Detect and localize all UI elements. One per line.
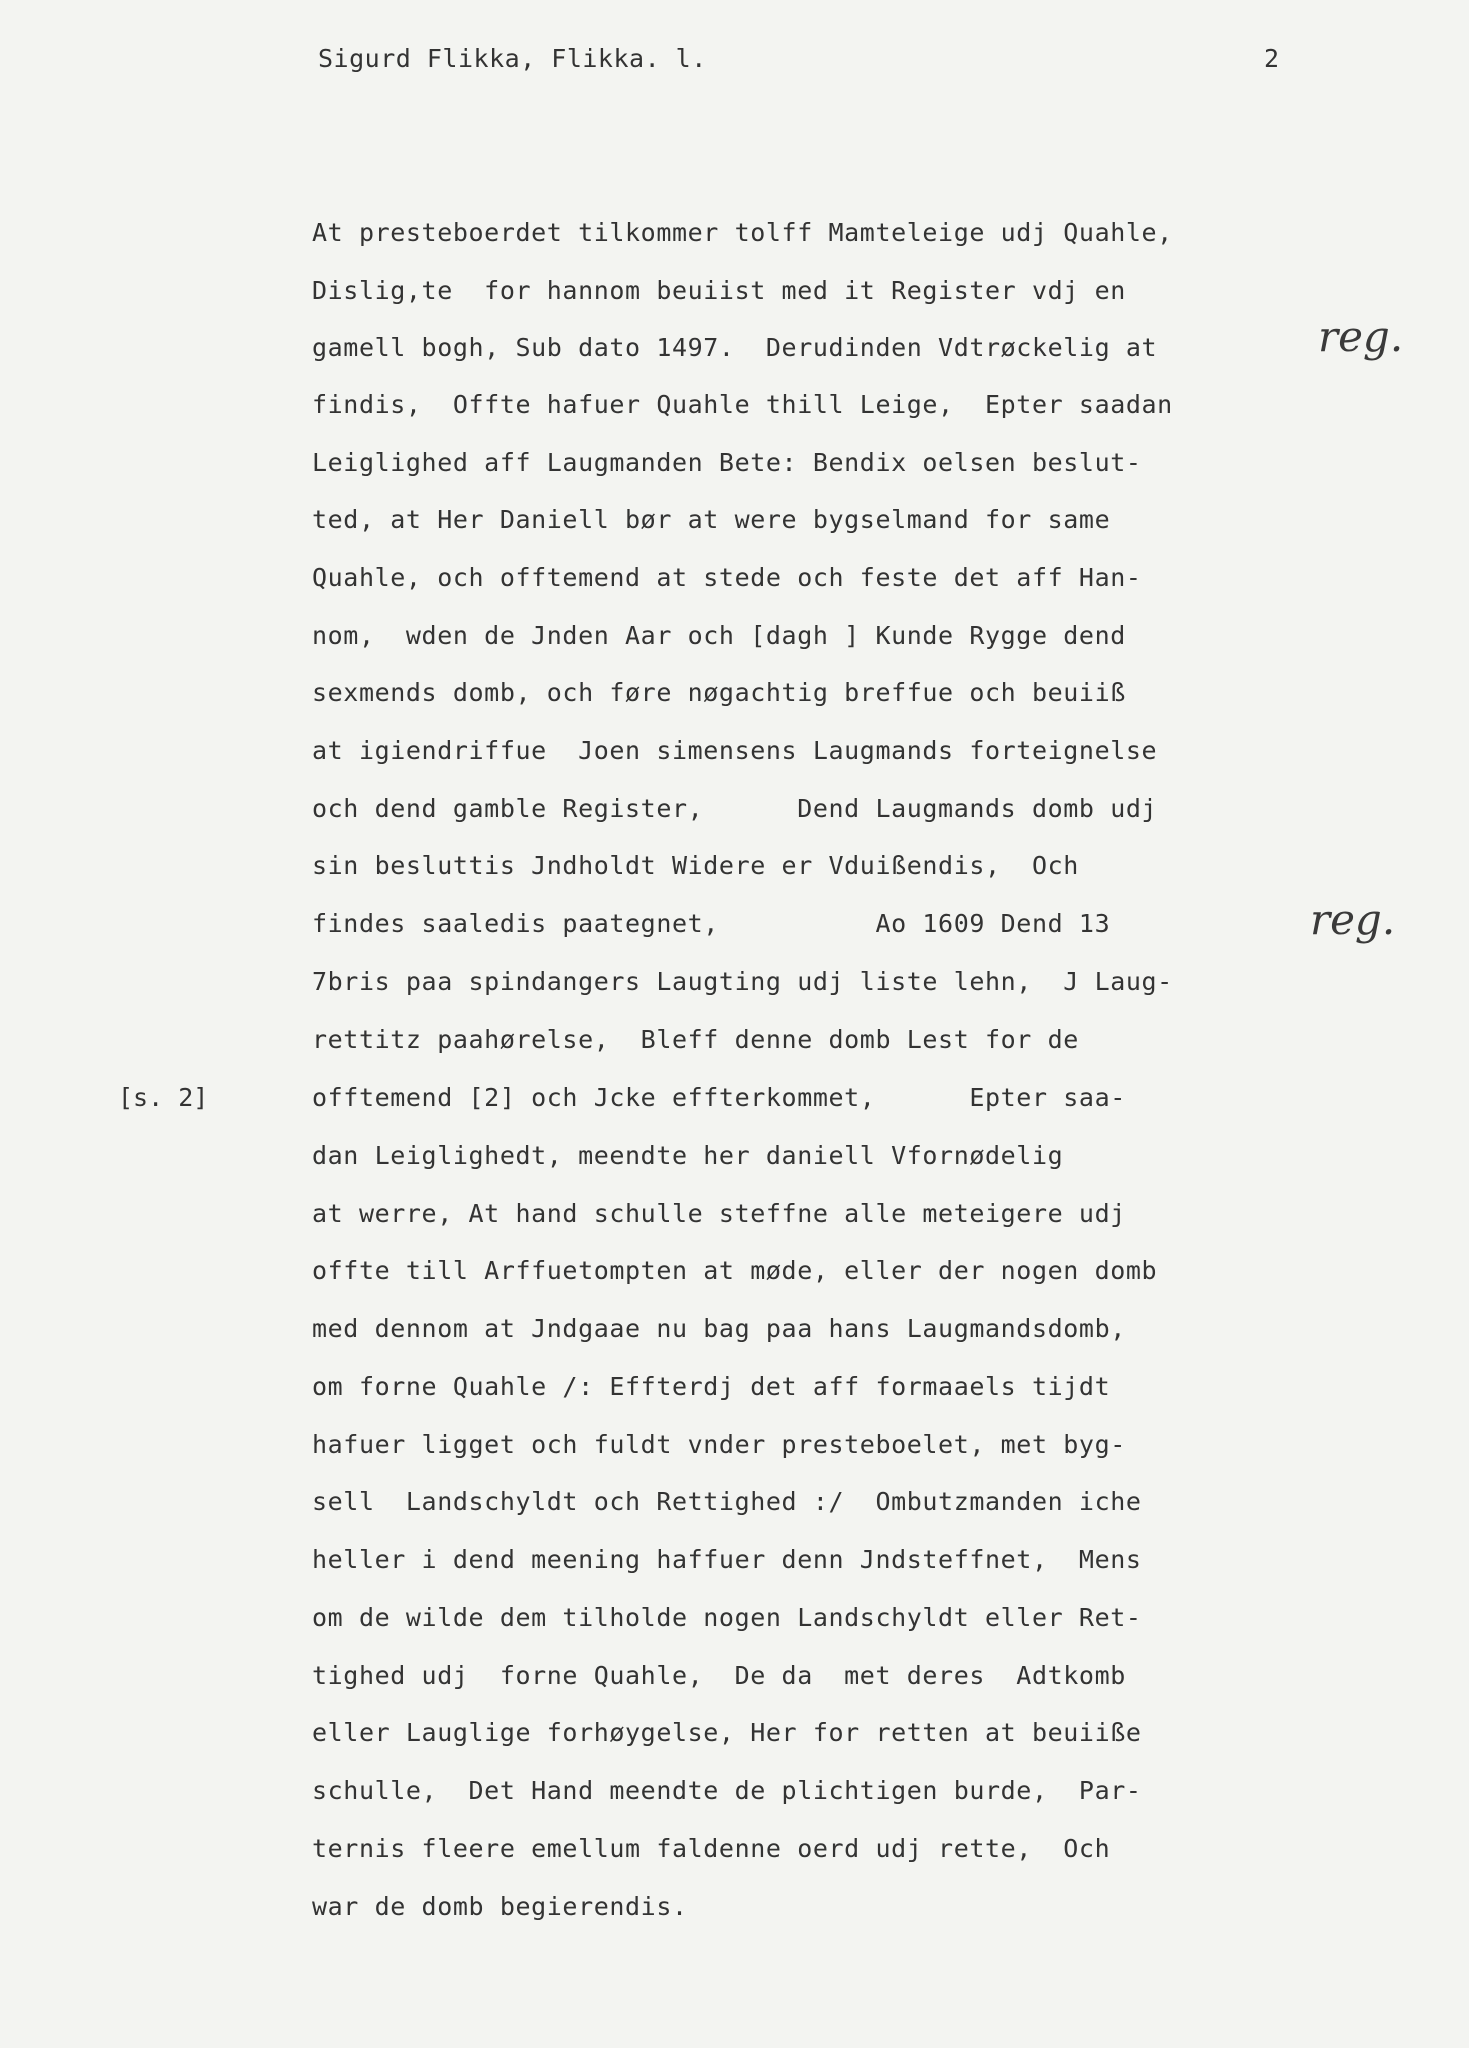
text-line: rettitz paahørelse, Bleff denne domb Lest for de [312,1025,1079,1054]
text-line: Leiglighed aff Laugmanden Bete: Bendix oelsen beslut- [312,448,1142,477]
handwritten-note-2: reg. [1310,895,1396,944]
page-number: 2 [1264,44,1280,73]
text-line: sin besluttis Jndholdt Widere er Vduißendis, Och [312,851,1079,880]
header-title: Sigurd Flikka, Flikka. l. [318,44,707,73]
text-line: och dend gamble Register, Dend Laugmands domb udj [312,794,1158,823]
text-line: ted, at Her Daniell bør at were bygselmand for same [312,505,1111,534]
text-line: ternis fleere emellum faldenne oerd udj rette, Och [312,1834,1111,1863]
text-line: findes saaledis paategnet, Ao 1609 Dend 13 [312,909,1111,938]
text-line: 7bris paa spindangers Laugting udj liste lehn, J Laug- [312,967,1173,996]
text-line: hafuer ligget och fuldt vnder presteboelet, met byg- [312,1430,1126,1459]
text-line: om forne Quahle /: Effterdj det aff formaaels tijdt [312,1372,1111,1401]
text-line: sexmends domb, och føre nøgachtig breffue och beuiiß [312,678,1126,707]
text-line: Quahle, och offtemend at stede och feste det aff Han- [312,563,1142,592]
text-line: eller Lauglige forhøygelse, Her for retten at beuiißе [312,1718,1142,1747]
handwritten-note-1: reg. [1318,312,1404,361]
text-line: gamell bogh, Sub dato 1497. Derudinden Vdtrøckelig at [312,333,1158,362]
text-line: tighed udj forne Quahle, De da met deres Adtkomb [312,1661,1126,1690]
text-line: om de wilde dem tilholde nogen Landschyldt eller Ret- [312,1603,1142,1632]
text-line: dan Leiglighedt, meendte her daniell Vfornødelig [312,1141,1064,1170]
margin-reference: [s. 2] [118,1083,209,1112]
text-line: Dislig,te for hannom beuiist med it Register vdj en [312,276,1126,305]
text-line: findis, Offte hafuer Quahle thill Leige, Epter saadan [312,390,1173,419]
text-line: offte till Arffuetompten at møde, eller der nogen domb [312,1256,1158,1285]
text-line: med dennom at Jndgaae nu bag paa hans Laugmandsdomb, [312,1314,1126,1343]
text-line: schulle, Det Hand meendte de plichtigen burde, Par- [312,1776,1142,1805]
text-line: at igiendriffue Joen simensens Laugmands forteignelse [312,736,1158,765]
text-line: At presteboerdet tilkommer tolff Mamteleige udj Quahle, [312,218,1173,247]
text-line: sell Landschyldt och Rettighed :/ Ombutzmanden iche [312,1487,1142,1516]
text-line: war de domb begierendis. [312,1892,688,1921]
text-line: at werre, At hand schulle steffne alle meteigere udj [312,1199,1126,1228]
text-line: heller i dend meening haffuer denn Jndsteffnet, Mens [312,1545,1142,1574]
text-line: offtemend [2] och Jcke effterkommet, Epter saa- [312,1083,1126,1112]
text-line: nom, wden de Jnden Aar och [dagh ] Kunde Rygge dend [312,621,1126,650]
